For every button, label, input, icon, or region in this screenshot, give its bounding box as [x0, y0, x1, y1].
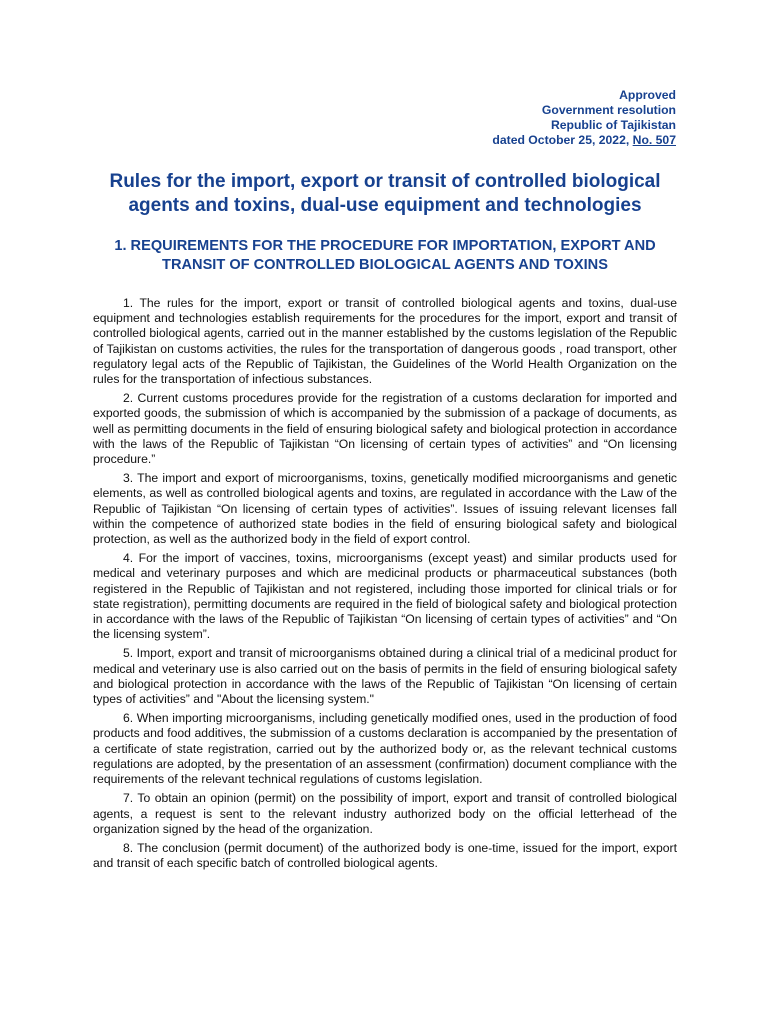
- paragraph-5: 5. Import, export and transit of microorganisms obtained during a clinical trial of a medicinal product for medical and veterinary use is also carried out on the basis of permits in the field of ensuring biological safety and biological protection in accordance with the laws of the Republic of Tajikistan “On licensing of certain types of activities” and "About the licensing system.": [93, 646, 677, 707]
- resolution-number-link[interactable]: No. 507: [632, 133, 676, 147]
- paragraph-8: 8. The conclusion (permit document) of the authorized body is one-time, issued for the import, export and transit of each specific batch of controlled biological agents.: [93, 840, 677, 871]
- paragraph-3: 3. The import and export of microorganisms, toxins, genetically modified microorganisms and genetic elements, as well as controlled biological agents and toxins, are regulated in accordance with the Law of the Republic of Tajikistan “On licensing of certain types of activities”. Issues of issuing relevant licenses fall within the competence of authorized state bodies in the field of ensuring biological safety and biological protection, as well as the authorized body in the field of export control.: [93, 471, 677, 547]
- section-heading: 1. REQUIREMENTS FOR THE PROCEDURE FOR IMPORTATION, EXPORT AND TRANSIT OF CONTROLLED BIOLOGICAL AGENTS AND TOXINS: [114, 238, 656, 273]
- approval-block: [492, 88, 676, 148]
- paragraph-6: 6. When importing microorganisms, including genetically modified ones, used in the production of food products and food additives, the submission of a customs declaration is accompanied by the presentation of a certificate of state registration, carried out by the authorized body or, as the relevant technical customs regulations are adopted, by the presentation of an assessment (confirmation) document compliance with the requirements of the relevant technical regulations of customs legislation.: [93, 711, 677, 787]
- approval-line-resolution: Government resolution: [541, 103, 676, 117]
- paragraph-2: 2. Current customs procedures provide for the registration of a customs declaration for imported and exported goods, the submission of which is accompanied by the submission of a package of documents, as well as permitting documents in the field of ensuring biological safety and biological protection in accordance with the laws of the Republic of Tajikistan “On licensing of certain types of activities” and “On licensing procedure.”: [93, 391, 677, 467]
- approval-line-republic: Republic of Tajikistan: [550, 118, 676, 132]
- paragraph-4: 4. For the import of vaccines, toxins, microorganisms (except yeast) and similar products used for medical and veterinary purposes and which are medicinal products or pharmaceutical substances (both registered in the Republic of Tajikistan and not registered, including those imported for clinical trials or for state registration), permitting documents are required in the field of biological safety and biological protection in accordance with the laws of the Republic of Tajikistan “On licensing of certain types of activities” and “On the licensing system”.: [93, 551, 677, 642]
- approval-date-text: dated October 25, 2022,: [492, 133, 633, 147]
- approval-line-date: [492, 133, 676, 148]
- document-body: [93, 296, 677, 875]
- paragraph-1: 1. The rules for the import, export or transit of controlled biological agents and toxins, dual-use equipment and technologies establish requirements for the procedures for the import, export and transit of controlled biological agents, carried out in the manner established by the customs legislation of the Republic of Tajikistan on customs activities, the rules for the transportation of dangerous goods , road transport, other regulatory legal acts of the Republic of Tajikistan, the Guidelines of the World Health Organization on the rules for the transportation of infectious substances.: [93, 296, 677, 387]
- approval-line-approved: Approved: [619, 88, 676, 102]
- document-title: Rules for the import, export or transit of controlled biological agents and toxins, dual-use equipment and technologies: [109, 171, 661, 216]
- paragraph-7: 7. To obtain an opinion (permit) on the possibility of import, export and transit of controlled biological agents, a request is sent to the relevant industry authorized body on the official letterhead of the organization signed by the head of the organization.: [93, 791, 677, 836]
